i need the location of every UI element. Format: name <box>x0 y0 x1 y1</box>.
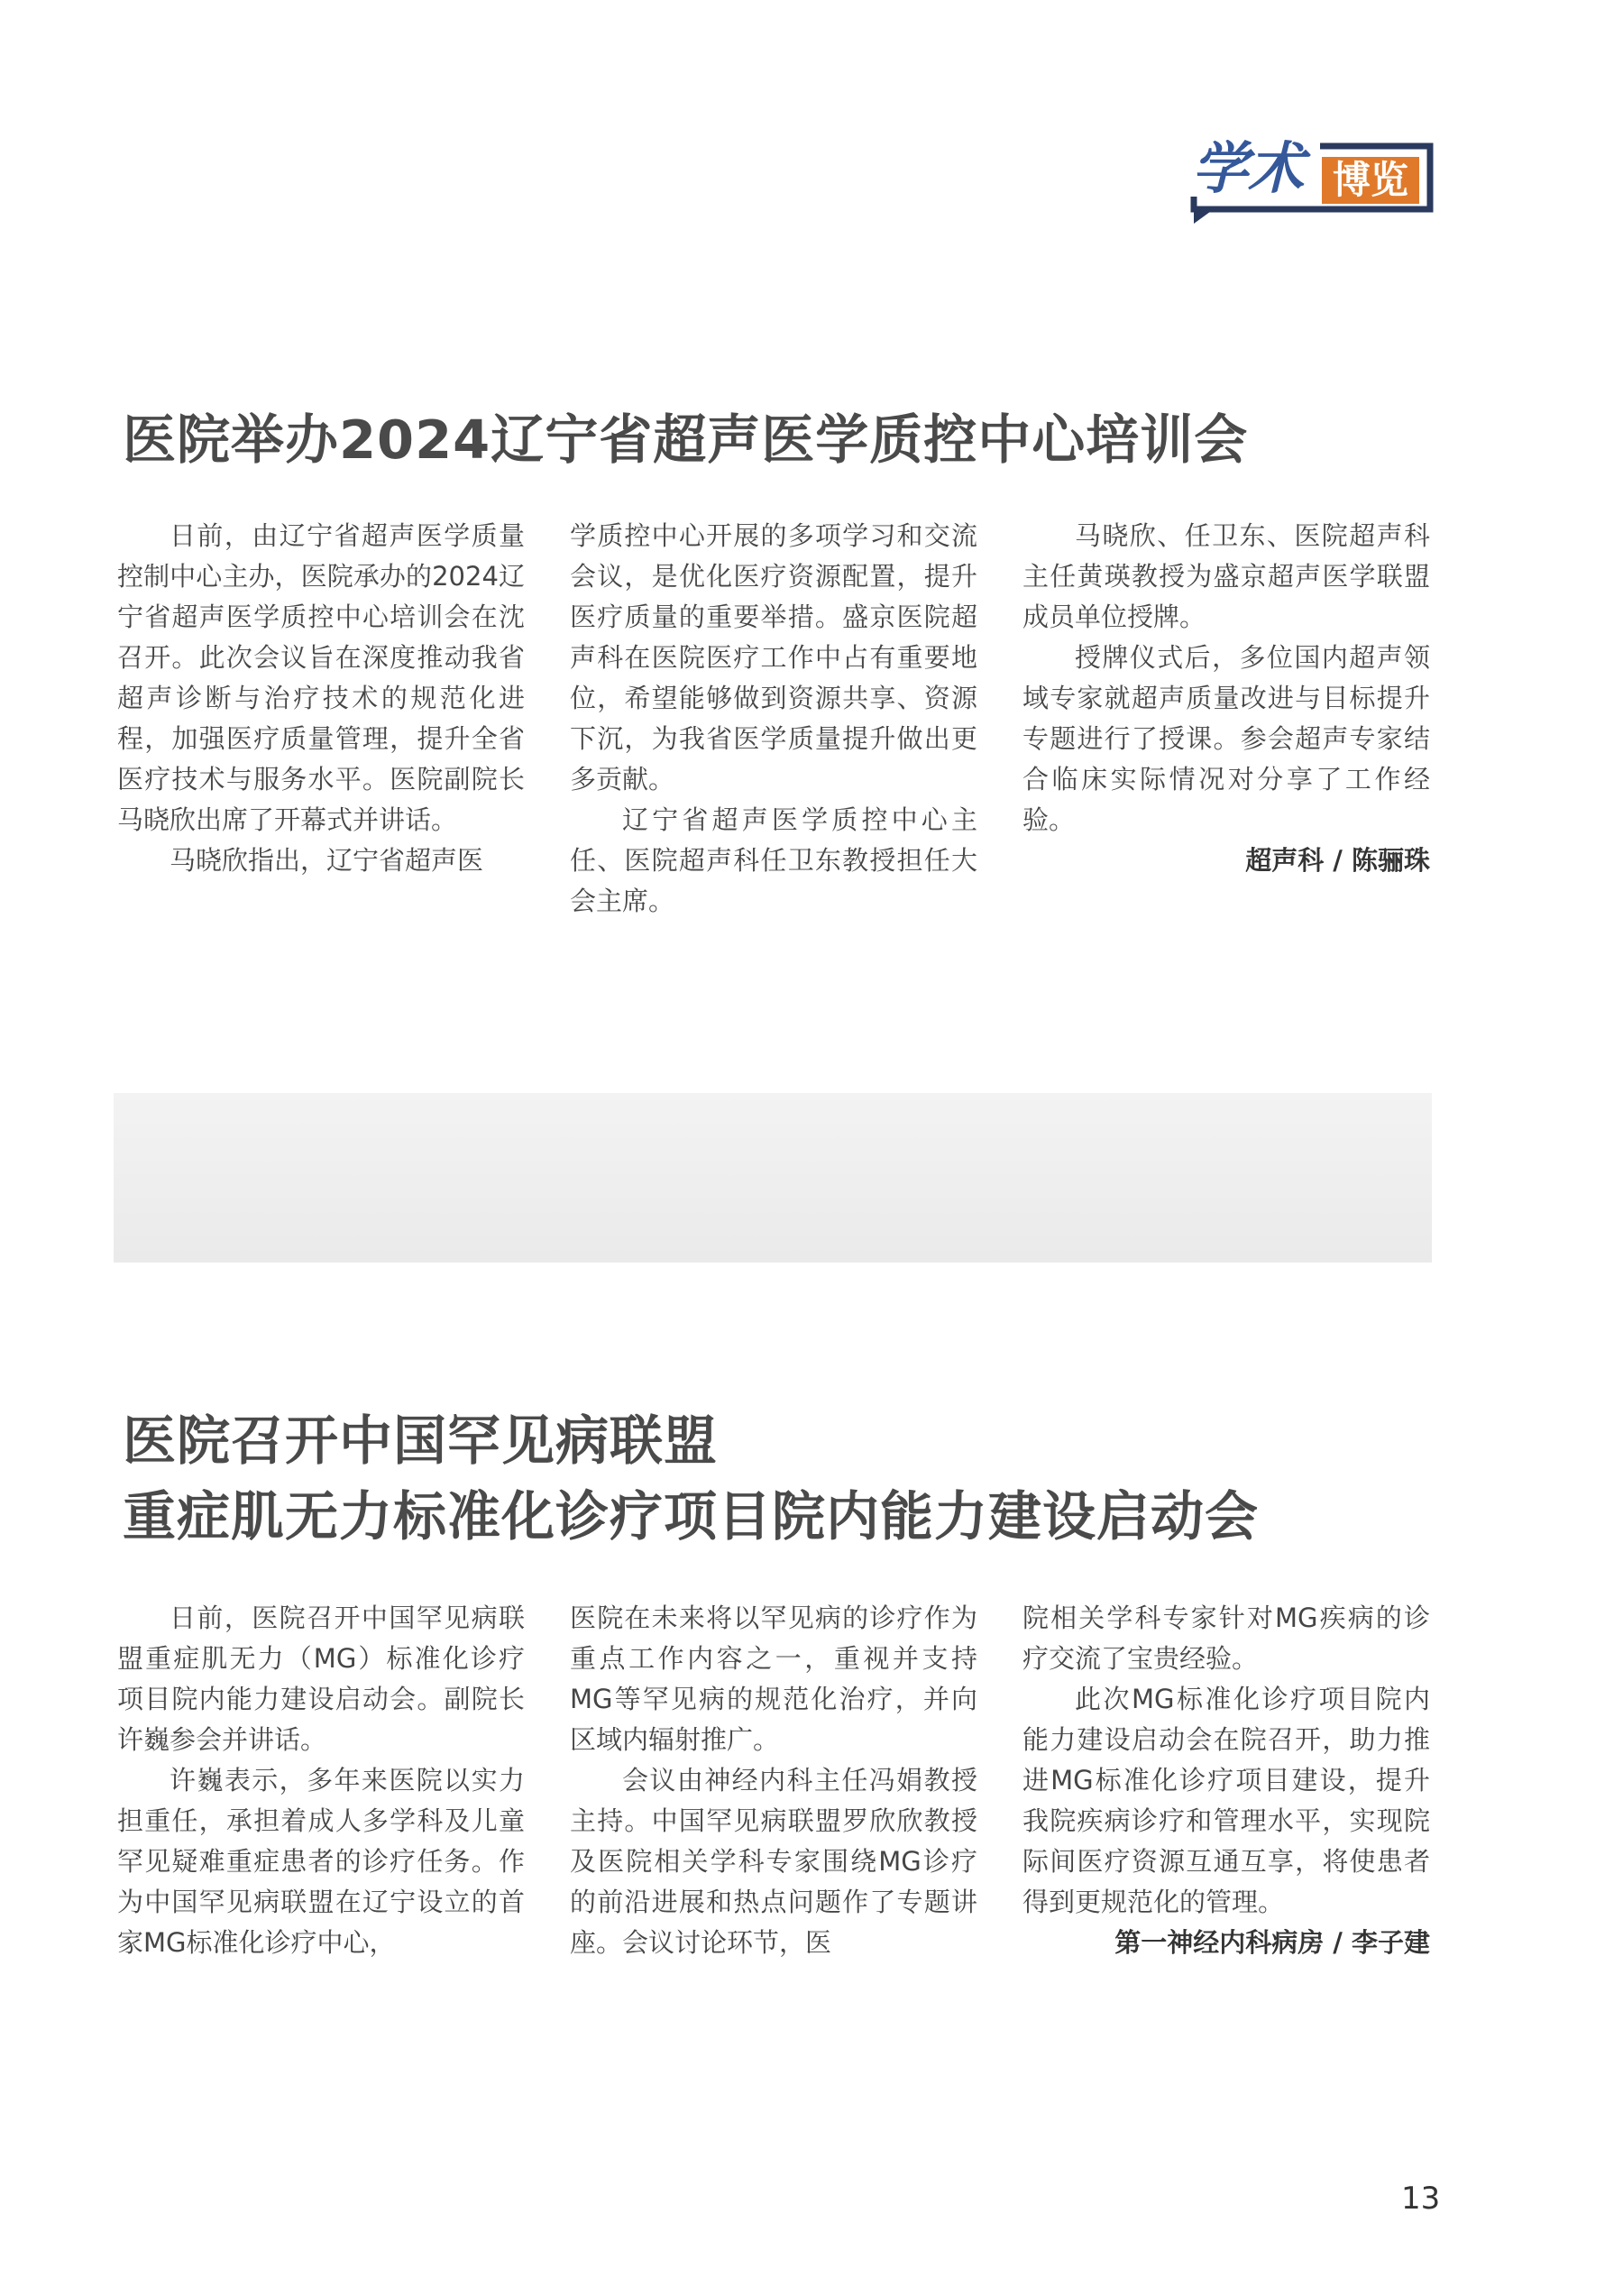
page-number: 13 <box>1401 2181 1441 2217</box>
article2-title-line1: 医院召开中国罕见病联盟 <box>123 1410 719 1472</box>
section-logo <box>1187 133 1437 224</box>
logo-main-text: 学术 <box>1192 135 1305 201</box>
logo-sub-text: 博览 <box>1332 158 1409 202</box>
article2-paragraph: 日前，医院召开中国罕见病联盟重症肌无力（MG）标准化诊疗项目院内能力建设启动会。副院长许巍参会并讲话。 <box>117 1603 525 1755</box>
article1-paragraph: 日前，由辽宁省超声医学质量控制中心主办，医院承办的2024辽宁省超声医学质控中心培训会在沈召开。此次会议旨在深度推动我省超声诊断与治疗技术的规范化进程，加强医疗质量管理，提升全省医疗技术与服务水平。医院副院长马晓欣出席了开幕式并讲话。 <box>117 520 525 835</box>
article2-paragraph: 此次MG标准化诊疗项目院内能力建设启动会在院召开，助力推进MG标准化诊疗项目建设，提升我院疾病诊疗和管理水平，实现院际间医疗资源互通互享，将使患者得到更规范化的管理。 <box>1022 1684 1430 1917</box>
article1-title: 医院举办2024辽宁省超声医学质控中心培训会 <box>123 409 1249 471</box>
article2-paragraph: 院相关学科专家针对MG疾病的诊疗交流了宝贵经验。 <box>1022 1603 1430 1674</box>
article2-column-1 <box>117 1598 525 1963</box>
article1-paragraph: 授牌仪式后，多位国内超声领域专家就超声质量改进与目标提升专题进行了授课。参会超声专家结合临床实际情况对分享了工作经验。 <box>1022 642 1430 835</box>
article1-paragraph: 马晓欣、任卫东、医院超声科主任黄瑛教授为盛京超声医学联盟成员单位授牌。 <box>1022 520 1430 632</box>
article2-paragraph: 会议由神经内科主任冯娟教授主持。中国罕见病联盟罗欣欣教授及医院相关学科专家围绕MG诊疗的前沿进展和热点问题作了专题讲座。会议讨论环节，医 <box>570 1765 977 1958</box>
article1-paragraph: 学质控中心开展的多项学习和交流会议，是优化医疗资源配置，提升医疗质量的重要举措。盛京医院超声科在医院医疗工作中占有重要地位，希望能够做到资源共享、资源下沉，为我省医学质量提升做出更多贡献。 <box>570 520 977 794</box>
article1-column-2 <box>570 516 977 922</box>
article2-paragraph: 许巍表示，多年来医院以实力担重任，承担着成人多学科及儿童罕见疑难重症患者的诊疗任务。作为中国罕见病联盟在辽宁设立的首家MG标准化诊疗中心， <box>117 1765 525 1958</box>
article1-byline: 超声科 / 陈骊珠 <box>1245 845 1430 876</box>
article2-column-2 <box>570 1598 977 1963</box>
decorative-band <box>114 1093 1432 1263</box>
article1-paragraph: 马晓欣指出，辽宁省超声医 <box>170 845 484 876</box>
article1-column-3 <box>1022 516 1430 881</box>
article2-title <box>123 1403 1259 1555</box>
article2-column-3 <box>1022 1598 1430 1963</box>
article2-paragraph: 医院在未来将以罕见病的诊疗作为重点工作内容之一，重视并支持MG等罕见病的规范化治疗，并向区域内辐射推广。 <box>570 1603 977 1755</box>
article2-title-line2: 重症肌无力标准化诊疗项目院内能力建设启动会 <box>123 1485 1260 1548</box>
article1-column-1 <box>117 516 525 881</box>
article1-paragraph: 辽宁省超声医学质控中心主任、医院超声科任卫东教授担任大会主席。 <box>570 804 977 916</box>
article2-byline: 第一神经内科病房 / 李子建 <box>1114 1927 1430 1958</box>
